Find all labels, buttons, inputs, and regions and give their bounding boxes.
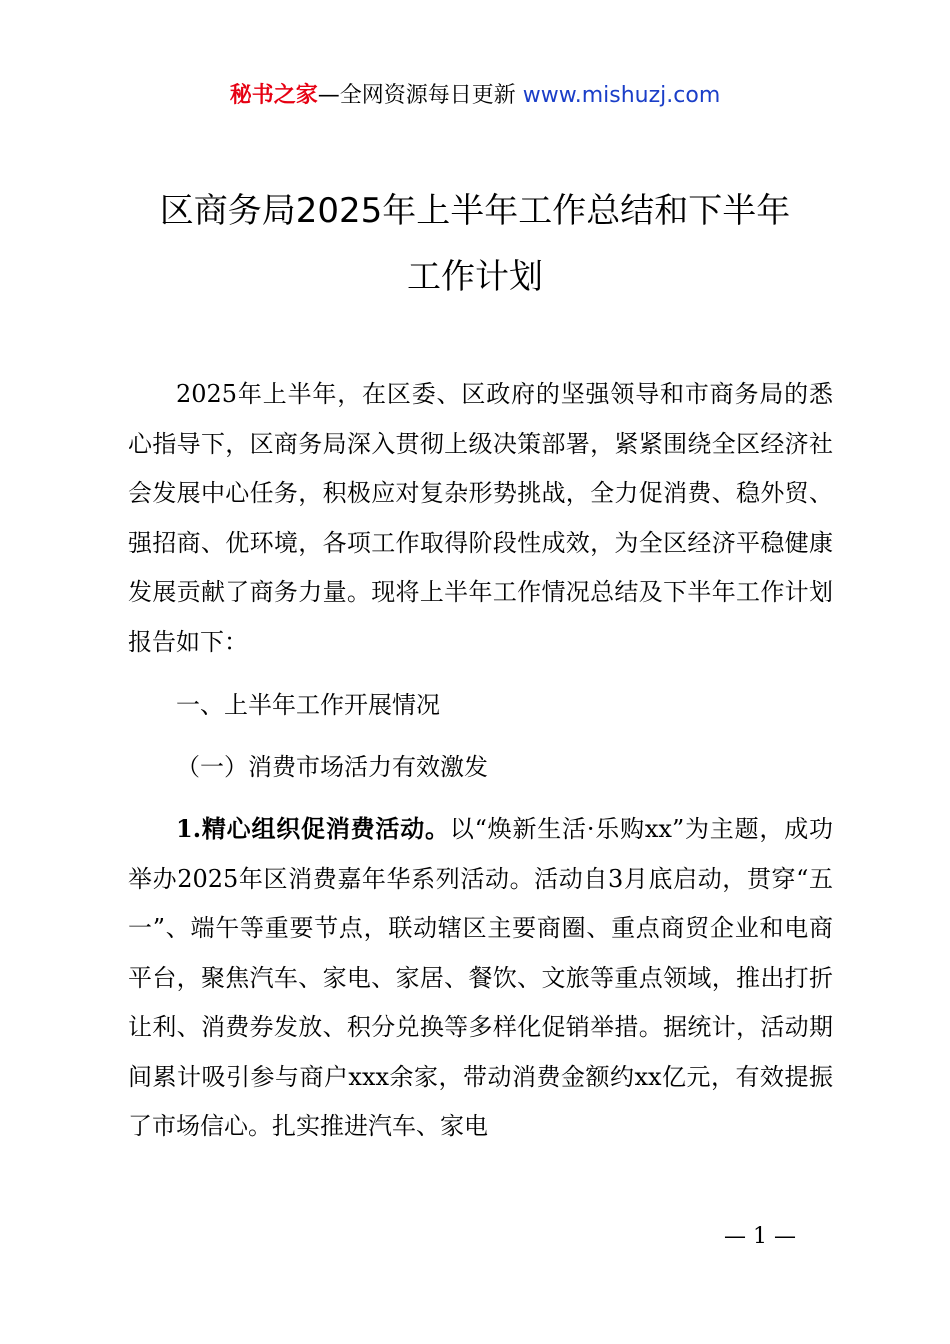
point-text-1: 以“焕新生活·乐购xx”为主题，成功举办2025年区消费嘉年华系列活动。活动自3月底启动，贯穿“五一”、端午等重要节点，联动辖区主要商圈、重点商贸企业和电商平台，聚焦汽车、家电、家居、餐饮、文旅等重点领域，推出打折让利、消费券发放、积分兑换等多样化促销举措。据统计，活动期间累计吸引参与商户xxx余家，带动消费金额约xx亿元，有效提振了市场信心。扎实推进汽车、家电: [128, 815, 833, 1140]
banner-url-link[interactable]: www.mishuzj.com: [522, 83, 721, 108]
banner-brand: 秘书之家: [229, 83, 318, 108]
site-banner: [0, 80, 950, 112]
banner-slogan: —全网资源每日更新: [317, 83, 523, 108]
point-title-1: 1.精心组织促消费活动。: [176, 814, 450, 843]
intro-paragraph: 2025年上半年，在区委、区政府的坚强领导和市商务局的悉心指导下，区商务局深入贯彻上级决策部署，紧紧围绕全区经济社会发展中心任务，积极应对复杂形势挑战，全力促消费、稳外贸、强招商、优环境，各项工作取得阶段性成效，为全区经济平稳健康发展贡献了商务力量。现将上半年工作情况总结及下半年工作计划报告如下：: [128, 380, 833, 656]
title-line-1: 区商务局2025年上半年工作总结和下半年: [159, 191, 791, 231]
point-paragraph-1: [128, 804, 833, 1152]
title-line-2: 工作计划: [407, 257, 543, 297]
subsection-heading-1: （一）消费市场活力有效激发: [176, 752, 488, 781]
section-heading-1: 一、上半年工作开展情况: [176, 691, 440, 719]
document-title: [0, 178, 950, 310]
document-body: [128, 370, 833, 1152]
page-number: — 1 —: [724, 1224, 796, 1249]
